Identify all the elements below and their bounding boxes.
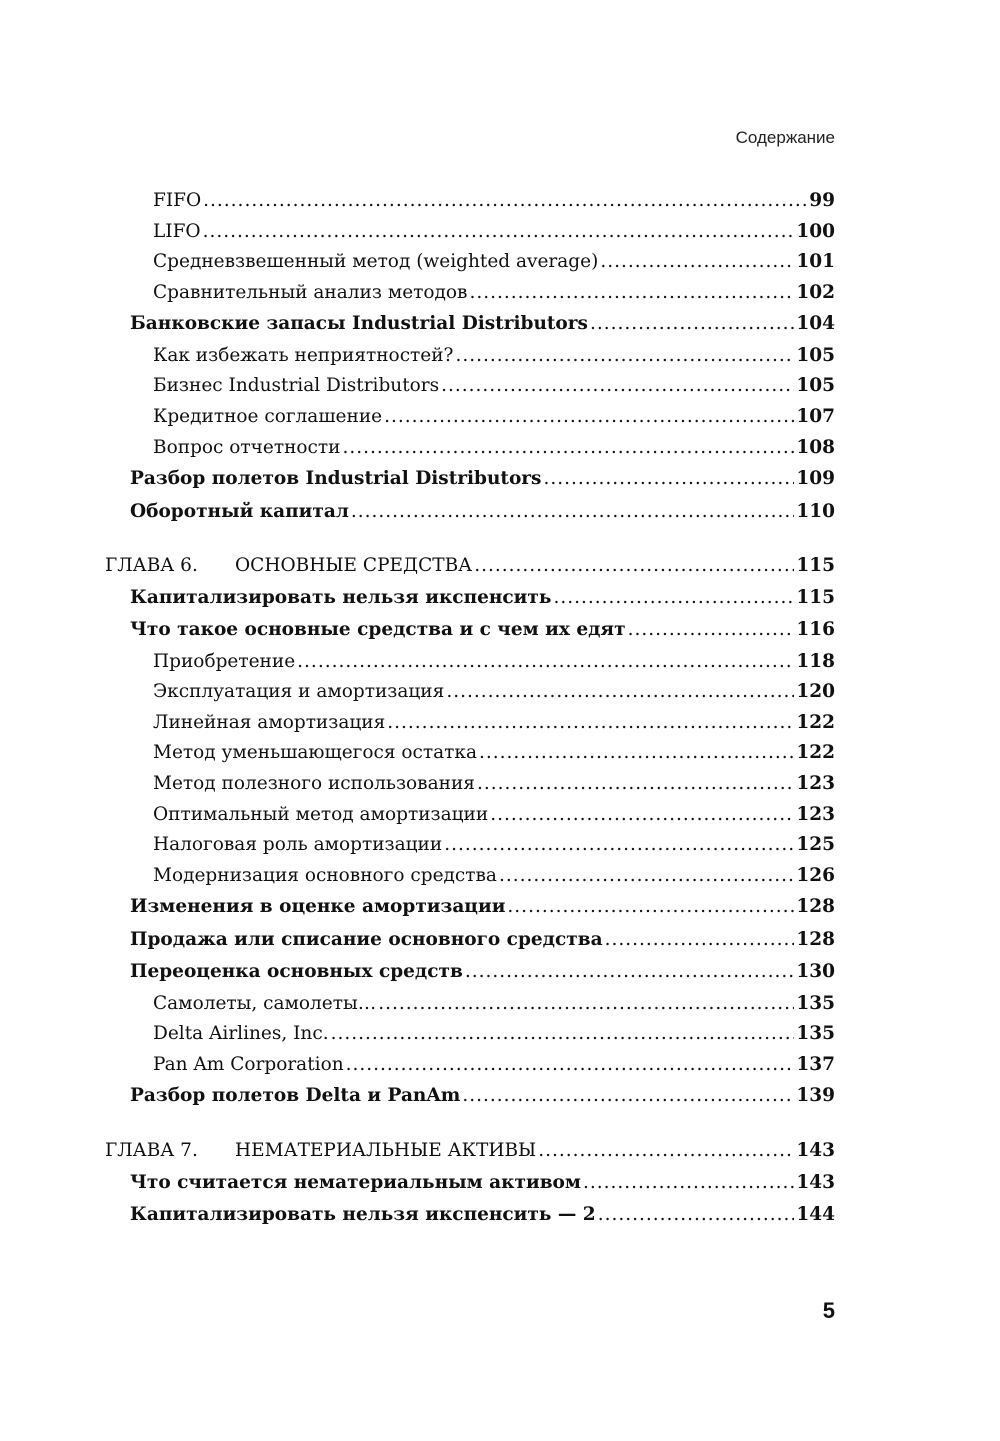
toc-chapter-heading <box>105 550 472 582</box>
toc-section-working-capital[interactable] <box>105 496 835 528</box>
dot-leader <box>600 247 794 278</box>
dot-leader <box>499 861 794 892</box>
dot-leader <box>378 989 794 1020</box>
dot-leader <box>351 496 794 528</box>
dot-leader <box>462 1080 794 1112</box>
toc-entry-label: Разбор полетов Delta и PanAm <box>130 1085 461 1107</box>
dot-leader <box>387 708 794 739</box>
toc-entry-page: 115 <box>796 554 835 576</box>
toc-entry-page: 104 <box>796 313 835 335</box>
dot-leader <box>605 924 795 956</box>
toc-entry-page: 118 <box>796 650 835 672</box>
toc-entry-page: 100 <box>796 220 835 242</box>
toc-entry-label: Разбор полетов Industrial Distributors <box>130 468 542 490</box>
toc-entry-label: Переоценка основных средств <box>130 961 463 983</box>
dot-leader <box>346 1050 795 1081</box>
toc-entry-label: Средневзвешенный метод (weighted average) <box>153 251 599 273</box>
dot-leader <box>203 217 795 248</box>
toc-entry-label: Налоговая роль амортизации <box>153 834 443 856</box>
dot-leader <box>331 1019 795 1050</box>
chapter-title: ОСНОВНЫЕ СРЕДСТВА <box>235 554 473 576</box>
toc-entry-comparative-analysis[interactable] <box>105 278 835 309</box>
toc-entry-lifo[interactable] <box>105 217 835 248</box>
toc-entry-page: 143 <box>796 1171 835 1193</box>
toc-entry-label: Модернизация основного средства <box>153 864 497 886</box>
dot-leader <box>583 1167 794 1199</box>
chapter-number: ГЛАВА 6. <box>105 554 198 576</box>
toc-entry-label: Бизнес Industrial Distributors <box>153 375 440 397</box>
toc-entry-panam[interactable] <box>105 1050 835 1081</box>
dot-leader <box>477 769 794 800</box>
table-of-contents <box>105 186 835 1232</box>
dot-leader <box>297 647 794 678</box>
toc-entry-linear-depreciation[interactable] <box>105 708 835 739</box>
toc-entry-label: Метод уменьшающегося остатка <box>153 742 477 764</box>
toc-entry-label: Оборотный капитал <box>130 500 349 522</box>
toc-section-revaluation[interactable] <box>105 956 835 988</box>
toc-entry-page: 123 <box>796 803 835 825</box>
toc-entry-avoid-trouble[interactable] <box>105 341 835 372</box>
toc-entry-page: 123 <box>796 773 835 795</box>
toc-entry-label: Приобретение <box>153 650 296 672</box>
toc-entry-label: Изменения в оценке амортизации <box>130 896 506 918</box>
toc-entry-page: 110 <box>796 500 835 522</box>
toc-entry-label: Что считается нематериальным активом <box>130 1171 581 1193</box>
dot-leader <box>384 402 794 433</box>
toc-section-what-are-fixed-assets[interactable] <box>105 614 835 646</box>
toc-entry-page: 101 <box>796 251 835 273</box>
toc-entry-credit-agreement[interactable] <box>105 402 835 433</box>
toc-entry-page: 130 <box>796 961 835 983</box>
toc-entry-label: Delta Airlines, Inc. <box>153 1023 329 1045</box>
dot-leader <box>441 371 794 402</box>
dot-leader <box>598 1199 795 1231</box>
dot-leader <box>590 308 794 340</box>
dot-leader <box>455 341 794 372</box>
toc-entry-reporting[interactable] <box>105 433 835 464</box>
toc-entry-page: 135 <box>796 1023 835 1045</box>
dot-leader <box>553 582 794 614</box>
toc-entry-label: Сравнительный анализ методов <box>153 281 468 303</box>
toc-entry-tax-role[interactable] <box>105 830 835 861</box>
toc-entry-airplanes[interactable] <box>105 989 835 1020</box>
toc-entry-page: 105 <box>796 344 835 366</box>
toc-entry-page: 126 <box>796 864 835 886</box>
dot-leader <box>628 614 795 646</box>
toc-entry-page: 120 <box>796 681 835 703</box>
toc-entry-weighted-average[interactable] <box>105 247 835 278</box>
dot-leader <box>469 278 794 309</box>
toc-section-capitalize-2[interactable] <box>105 1199 835 1231</box>
toc-section-capitalize[interactable] <box>105 582 835 614</box>
toc-entry-label: Оптимальный метод амортизации <box>153 803 489 825</box>
page-number: 5 <box>822 1298 835 1323</box>
toc-entry-label: Метод полезного использования <box>153 773 475 795</box>
toc-entry-page: 135 <box>796 992 835 1014</box>
toc-entry-page: 125 <box>796 834 835 856</box>
toc-entry-label: Кредитное соглашение <box>153 405 383 427</box>
toc-entry-page: 139 <box>796 1085 835 1107</box>
chapter-title: НЕМАТЕРИАЛЬНЫЕ АКТИВЫ <box>235 1139 537 1161</box>
toc-entry-label: Эксплуатация и амортизация <box>153 681 445 703</box>
toc-entry-label: Банковские запасы Industrial Distributors <box>130 313 588 335</box>
dot-leader <box>507 891 794 923</box>
dot-leader <box>444 830 794 861</box>
toc-entry-label: Pan Am Corporation <box>153 1053 344 1075</box>
toc-entry-page: 109 <box>796 468 835 490</box>
toc-entry-label: Продажа или списание основного средства <box>130 928 603 950</box>
toc-entry-delta[interactable] <box>105 1019 835 1050</box>
toc-entry-page: 116 <box>796 619 835 641</box>
dot-leader <box>479 738 794 769</box>
toc-entry-label: Самолеты, самолеты… <box>153 992 377 1014</box>
dot-leader <box>342 433 794 464</box>
toc-entry-page: 99 <box>809 190 835 211</box>
toc-entry-page: 102 <box>796 281 835 303</box>
toc-entry-operation-depreciation[interactable] <box>105 677 835 708</box>
dot-leader <box>465 956 795 988</box>
toc-entry-page: 128 <box>796 928 835 950</box>
toc-section-review-delta-panam[interactable] <box>105 1080 835 1112</box>
toc-chapter-7[interactable] <box>105 1135 835 1167</box>
toc-entry-page: 108 <box>796 436 835 458</box>
toc-entry-page: 115 <box>796 586 835 608</box>
toc-section-depreciation-changes[interactable] <box>105 891 835 923</box>
toc-chapter-6[interactable] <box>105 550 835 582</box>
toc-chapter-heading <box>105 1135 536 1167</box>
dot-leader <box>543 463 794 495</box>
toc-entry-declining-balance[interactable] <box>105 738 835 769</box>
toc-entry-page: 105 <box>796 375 835 397</box>
dot-leader <box>474 550 794 582</box>
dot-leader <box>446 677 794 708</box>
toc-entry-label: LIFO <box>153 220 201 242</box>
toc-entry-fifo[interactable] <box>105 186 835 217</box>
toc-entry-acquisition[interactable] <box>105 647 835 678</box>
toc-entry-page: 137 <box>796 1053 835 1075</box>
toc-entry-label: Вопрос отчетности <box>153 436 341 458</box>
toc-entry-label: Капитализировать нельзя икспенсить <box>130 586 552 608</box>
toc-entry-modernization[interactable] <box>105 861 835 892</box>
dot-leader <box>203 186 807 217</box>
chapter-number: ГЛАВА 7. <box>105 1139 198 1161</box>
dot-leader <box>538 1135 794 1167</box>
toc-section-bank-inventory[interactable] <box>105 308 835 340</box>
toc-entry-page: 122 <box>796 711 835 733</box>
toc-section-intangible-asset[interactable] <box>105 1167 835 1199</box>
toc-entry-page: 128 <box>796 896 835 918</box>
toc-entry-label: Что такое основные средства и с чем их едят <box>130 619 626 641</box>
toc-entry-label: Капитализировать нельзя икспенсить — 2 <box>130 1204 596 1226</box>
toc-entry-label: FIFO <box>153 190 202 211</box>
toc-entry-page: 107 <box>796 405 835 427</box>
toc-entry-label: Линейная амортизация <box>153 711 386 733</box>
toc-entry-label: Как избежать неприятностей? <box>153 344 454 366</box>
toc-section-review-industrial[interactable] <box>105 463 835 495</box>
toc-entry-optimal-method[interactable] <box>105 800 835 831</box>
dot-leader <box>490 800 794 831</box>
toc-entry-page: 122 <box>796 742 835 764</box>
toc-section-sale-writeoff[interactable] <box>105 924 835 956</box>
running-header: Содержание <box>735 128 835 147</box>
toc-entry-page: 144 <box>796 1204 835 1226</box>
toc-entry-page: 143 <box>796 1139 835 1161</box>
toc-entry-units-of-production[interactable] <box>105 769 835 800</box>
toc-entry-business[interactable] <box>105 371 835 402</box>
